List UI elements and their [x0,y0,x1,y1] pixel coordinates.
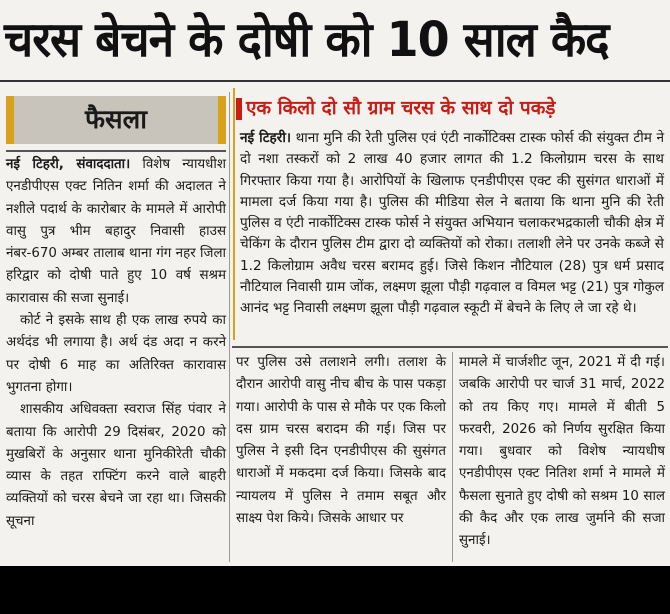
column-divider [229,92,230,562]
right-column [459,352,665,553]
right-paragraph: मामले में चार्जशीट जून, 2021 में दी गई। जबकि आरोपी पर चार्ज 31 मार्च, 2022 को तय किए गए। मामले में बीती 5 फरवरी, 2026 को निर्णय सुरक्षित किया गया। बुधवार को विशेष न्यायधीष एनडीपीएस एक्ट नितिश शर्मा ने मामले में फैसला सुनाते हुए दोषी को सश्रम 10 साल की कैद और एक लाख जुर्माने की सजा सुनाई। [459,355,665,549]
boxed-story-paragraph [240,128,664,320]
boxed-story-rule [232,346,668,348]
boxed-story-headline: एक किलो दो सौ ग्राम चरस के साथ दो पकड़े [246,97,556,119]
left-paragraph-3: शासकीय अधिवक्ता स्वराज सिंह पंवार ने बताया कि आरोपी 29 दिसंबर, 2020 को मुखबिरों के अनुसार थाना मुनिकीरेती चौकी व्यास के तहत राफ्टिंग करने वाले बाहरी व्यक्तियों को चरस बेचने जा रहा था। जिसकी सूचना [6,402,226,529]
boxed-story-marker [236,98,242,120]
left-paragraph-1 [6,154,226,310]
main-headline: चरस बेचने के दोषी को 10 साल कैद [4,10,609,68]
left-dateline: नई टिहरी, संवाददाता। [6,157,131,172]
section-badge: फैसला [6,96,226,144]
left-paragraph-1-text: विशेष न्यायधीश एनडीपीएस एक्ट नितिन शर्मा की अदालत ने नशीले पदार्थ के कारोबार के मामले में आरोपी वासु पुत्र भीम बहादुर निवासी हाउस नंबर-670 अम्बर तालाब थाना गंग नहर जिला हरिद्वार को दोषी पाते हुए 10 वर्ष सश्रम कारावास की सजा सुनाई। [6,157,226,306]
column-divider-2 [452,352,453,562]
middle-paragraph: पर पुलिस उसे तलाशने लगी। तलाश के दौरान आरोपी वासु नीच बीच के पास पकड़ा गया। आरोपी के पास से मौके पर एक किलो दस ग्राम चरस बरादम की गई। जिस पर पुलिस ने इसी दिन एनडीपीएस की सुसंगत धाराओं में मकदमा दर्ज किया। जिसके बाद न्यायलय में पुलिस ने तमाम सबूत और साक्ष्य पेश किये। जिसके आधार पर [236,355,446,527]
boxed-story-text: थाना मुनि की रेती पुलिस एवं एंटी नार्कोटिक्स टास्क फोर्स की संयुक्त टीम ने दो नशा तस्करों को 2 लाख 40 हजार लागत की 1.2 किलोग्राम चरस के साथ गिरफ्तार किया गया है। आरोपियों के खिलाफ एनडीपीएस एक्ट की सुसंगत धाराओं में मामला दर्ज किया गया है। पुलिस की मीडिया सेल ने बताया कि थाना मुनि की रेती पुलिस व एंटी नार्कोटिक्स टास्क फोर्स ने संयुक्त अभियान चलाकरभद्रकाली चौकी क्षेत्र में चेकिंग के दौरान पुलिस टीम द्वारा दो व्यक्तियों को रोका। तलाशी लेने पर उनके कब्जे से 1.2 किलोग्राम अवैध चरस बरामद हुई। जिसे किशन नौटियाल (28) पुत्र धर्म प्रसाद नौटियाल निवासी ग्राम जोंक, लक्ष्मण झूला पौड़ी गढ़वाल व विमल भट्ट (21) पुत्र गोकुल आनंद भट्ट निवासी लक्ष्मण झूला पौड़ी गढ़वाल स्कूटी में बेचने के लिए ले जा रहे थे। [240,130,664,317]
black-band [0,566,670,614]
left-column [6,154,226,533]
boxed-story-body [240,128,664,320]
boxed-story-dateline: नई टिहरी। [240,130,292,146]
left-paragraph-2: कोर्ट ने इसके साथ ही एक लाख रुपये का अर्थदंड भी लगाया है। अर्थ दंड अदा न करने पर दोषी 6 माह का अतिरिक्त कारावास भुगतना होगा। [6,313,226,395]
badge-rule [6,150,226,152]
headline-rule [0,80,670,82]
middle-column [236,352,446,530]
